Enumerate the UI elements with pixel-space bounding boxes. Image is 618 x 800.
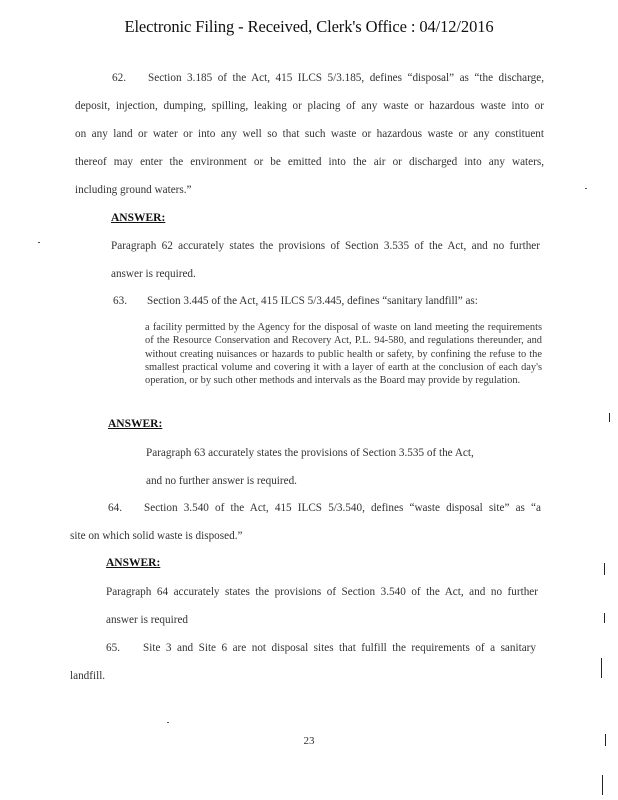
paragraph-text-line: including ground waters.” (75, 184, 192, 196)
paragraph-text-line: landfill. (70, 670, 106, 682)
scan-speck (167, 722, 169, 723)
answer-text-line: Paragraph 62 accurately states the provisions of Section 3.535 of the Act, and no further (111, 240, 540, 252)
paragraph-text-line: Section 3.445 of the Act, 415 ILCS 5/3.445, defines “sanitary landfill” as: (147, 295, 478, 307)
paragraph-text-line: Site 3 and Site 6 are not disposal sites that fulfill the requirements of a sanitary (143, 642, 536, 654)
paragraph-number: 62. (112, 72, 126, 84)
scan-artifact-mark (604, 613, 605, 623)
scan-speck (585, 188, 587, 189)
scan-artifact-mark (605, 734, 606, 746)
answer-text-line: answer is required. (111, 268, 196, 280)
answer-text-line: Paragraph 63 accurately states the provisions of Section 3.535 of the Act, (146, 447, 474, 459)
paragraph-text-line: Section 3.185 of the Act, 415 ILCS 5/3.185, defines “disposal” as “the discharge, (148, 72, 544, 84)
answer-heading: ANSWER: (111, 212, 166, 224)
paragraph-number: 63. (113, 295, 127, 307)
answer-text-line: answer is required (106, 614, 189, 626)
answer-heading: ANSWER: (108, 418, 163, 430)
paragraph-number: 65. (106, 642, 120, 654)
page-number: 23 (303, 735, 315, 747)
scan-artifact-mark (609, 413, 610, 422)
paragraph-number: 64. (108, 502, 122, 514)
paragraph-text-line: thereof may enter the environment or be emitted into the air or discharged into any waters, (75, 156, 544, 168)
paragraph-text-line: Section 3.540 of the Act, 415 ILCS 5/3.540, defines “waste disposal site” as “a (144, 502, 541, 514)
filing-header: Electronic Filing - Received, Clerk's Office : 04/12/2016 (124, 17, 494, 36)
scan-artifact-mark (604, 563, 605, 575)
answer-text-line: Paragraph 64 accurately states the provisions of Section 3.540 of the Act, and no further (106, 586, 538, 598)
scan-artifact-mark (601, 658, 602, 678)
scan-artifact-mark (602, 775, 603, 795)
answer-text-line: and no further answer is required. (146, 475, 297, 487)
paragraph-text-line: site on which solid waste is disposed.” (70, 530, 243, 542)
block-quote: a facility permitted by the Agency for the disposal of waste on land meeting the requirements of the Resource Conservation and Recovery Act, P.L. 94-580, and regulations thereunder, and without creating nuisances or hazards to public health or safety, by confining the refuse to the smallest practical volume and covering it with a layer of earth at the conclusion of each day's operation, or by such other methods and intervals as the Board may provide by regulation. (145, 322, 542, 387)
paragraph-text-line: on any land or water or into any well so that such waste or hazardous waste or any constituent (75, 128, 544, 140)
paragraph-text-line: deposit, injection, dumping, spilling, leaking or placing of any waste or hazardous waste into or (75, 100, 544, 112)
scan-speck (38, 242, 40, 243)
answer-heading: ANSWER: (106, 557, 161, 569)
